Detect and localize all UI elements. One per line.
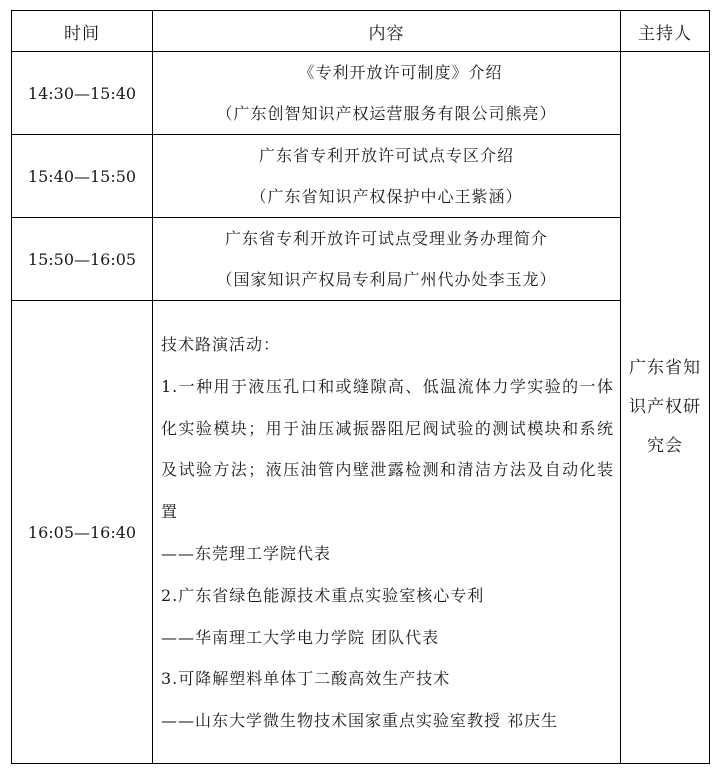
host-cell (621, 52, 710, 764)
session-title: 《专利开放许可制度》介绍 (298, 63, 503, 82)
time-column-header: 时间 (12, 11, 153, 52)
session-time: 15:50—16:05 (12, 218, 153, 301)
table-row (12, 301, 710, 764)
host-column-header: 主持人 (621, 11, 710, 52)
roadshow-item-1: 1.一种用于液压孔口和或缝隙高、低温流体力学实验的一体化实验模块；用于油压减振器阻尼阀试验的测试模块和系统及试验方法；液压油管内壁泄露检测和清洁方法及自动化装置 (161, 376, 614, 522)
roadshow-item-3-presenter: ——山东大学微生物技术国家重点实验室教授 祁庆生 (161, 711, 559, 731)
roadshow-intro: 技术路演活动： (161, 335, 281, 355)
session-content (153, 135, 621, 218)
roadshow-item-1-presenter: ——东莞理工学院代表 (161, 544, 332, 563)
table-row (12, 52, 710, 135)
session-title: 广东省专利开放许可试点受理业务办理简介 (224, 229, 548, 248)
session-time: 15:40—15:50 (12, 135, 153, 218)
session-speaker: （广东省知识产权保护中心王紫涵） (250, 187, 523, 206)
session-speaker: （国家知识产权局专利局广州代办处李玉龙） (216, 270, 557, 289)
roadshow-item-2: 2.广东省绿色能源技术重点实验室核心专利 (161, 585, 485, 605)
roadshow-item-2-presenter: ——华南理工大学电力学院 团队代表 (161, 627, 440, 647)
table-row (12, 135, 710, 218)
roadshow-item-3: 3.可降解塑料单体丁二酸高效生产技术 (161, 669, 451, 689)
content-column-header: 内容 (153, 11, 621, 52)
session-title: 广东省专利开放许可试点专区介绍 (258, 146, 514, 165)
host-name: 广东省知识产权研究会 (629, 358, 701, 456)
session-time: 16:05—16:40 (12, 301, 153, 764)
session-content (153, 52, 621, 135)
session-content (153, 218, 621, 301)
session-speaker: （广东创智知识产权运营服务有限公司熊亮） (216, 104, 557, 123)
table-row (12, 218, 710, 301)
schedule-table (11, 10, 710, 764)
header-row (12, 11, 710, 52)
session-content (153, 301, 621, 764)
session-time: 14:30—15:40 (12, 52, 153, 135)
